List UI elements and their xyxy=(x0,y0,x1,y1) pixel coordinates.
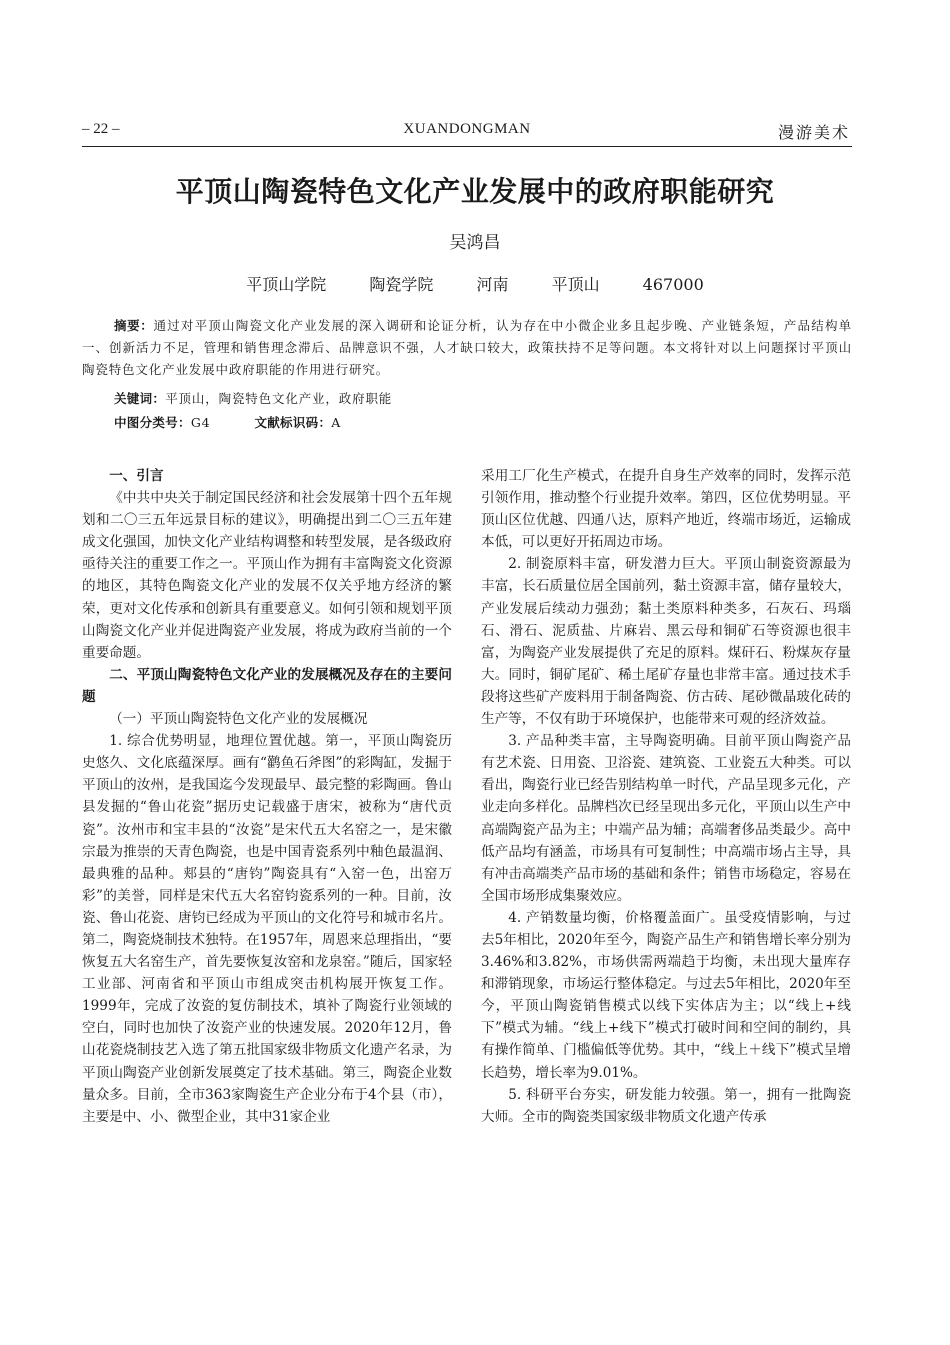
clc-label: 中图分类号： xyxy=(114,415,191,430)
affiliation-city: 平顶山 xyxy=(551,275,600,294)
affiliation-college: 陶瓷学院 xyxy=(369,275,434,294)
affiliation-postcode: 467000 xyxy=(642,275,704,294)
section-heading-overview: 二、平顶山陶瓷特色文化产业的发展概况及存在的主要问题 xyxy=(82,666,452,705)
page-number: – 22 – xyxy=(82,121,120,137)
abstract-label: 摘要： xyxy=(114,318,154,333)
affiliation-university: 平顶山学院 xyxy=(246,275,327,294)
paragraph: 3. 产品种类丰富，主导陶瓷明确。目前平顶山陶瓷产品有艺术瓷、日用瓷、卫浴瓷、建筑瓷、工业瓷五大种类。可以看出，陶瓷行业已经告别结构单一时代，产品呈现多元化，产业走向多样化。品牌档次已经呈现出多元化，平顶山以生产中高端陶瓷产品为主；中端产品为辅；高端奢侈品类最少。高中低产品均有涵盖，市场具有可复制性；中高端市场占主导，具有冲击高端类产品市场的基础和条件；销售市场稳定，容易在全国市场形成集聚效应。 xyxy=(481,733,851,904)
journal-name: XUANDONGMAN xyxy=(403,121,531,137)
paragraph: 1. 综合优势明显，地理位置优越。第一，平顶山陶瓷历史悠久、文化底蕴深厚。画有“鹳鱼石斧图”的彩陶缸，发掘于平顶山的汝州，是我国迄今发现最早、最完整的彩陶画。鲁山县发掘的“鲁山花瓷”据历史记载盛于唐宋，被称为“唐代贡瓷”。汝州市和宝丰县的“汝瓷”是宋代五大名窑之一，是宋徽宗最为推崇的天青色陶瓷，也是中国青瓷系列中釉色最温润、最典雅的品种。郏县的“唐钧”陶瓷具有“入窑一色，出窑万彩”的美誉，同样是宋代五大名窑钧瓷系列的一种。目前，汝瓷、鲁山花瓷、唐钧已经成为平顶山的文化符号和城市名片。第二，陶瓷烧制技术独特。在1957年，周恩来总理指出，“要恢复五大名窑生产，首先要恢复汝窑和龙泉窑。”随后，国家轻工业部、河南省和平顶山市组成突击机构展开恢复工作。1999年，完成了汝瓷的复仿制技术，填补了陶瓷行业领域的空白，同时也加快了汝瓷产业的快速发展。2020年12月，鲁山花瓷烧制技艺入选了第五批国家级非物质文化遗产名录，为平顶山陶瓷产业创新发展奠定了技术基础。第三，陶瓷企业数量众多。目前，全市363家陶瓷生产企业分布于4个县（市），主要是中、小、微型企业，其中31家企业 xyxy=(82,733,452,1125)
affiliation-province: 河南 xyxy=(476,275,509,294)
left-column xyxy=(82,465,452,1128)
right-column xyxy=(481,465,851,1128)
keywords-text: 平顶山，陶瓷特色文化产业，政府职能 xyxy=(165,391,393,406)
classification xyxy=(114,413,341,431)
subsection-heading: （一）平顶山陶瓷特色文化产业的发展概况 xyxy=(109,711,368,728)
affiliation xyxy=(0,272,950,295)
keywords-label: 关键词： xyxy=(114,391,166,406)
paragraph: 采用工厂化生产模式，在提升自身生产效率的同时，发挥示范引领作用，推动整个行业提升效率。第四，区位优势明显。平顶山区位优越、四通八达，原料产地近，终端市场近，运输成本低，可以更好开拓周边市场。 xyxy=(481,468,851,551)
section-heading-intro: 一、引言 xyxy=(109,468,164,484)
clc-value: G4 xyxy=(190,415,211,430)
paragraph: 4. 产销数量均衡，价格覆盖面广。虽受疫情影响，与过去5年相比，2020年至今，陶瓷产品生产和销售增长率分别为3.46%和3.82%，市场供需两端趋于均衡，未出现大量库存和滞销现象，市场运行整体稳定。与过去5年相比，2020年至今，平顶山陶瓷销售模式以线下实体店为主；以“线上+线下”模式为辅。“线上+线下”模式打破时间和空间的制约，具有操作简单、门槛偏低等优势。其中，“线上＋线下”模式呈增长趋势，增长率为9.01%。 xyxy=(481,909,851,1081)
paragraph: 5. 科研平台夯实，研发能力较强。第一，拥有一批陶瓷大师。全市的陶瓷类国家级非物质文化遗产传承 xyxy=(481,1086,851,1125)
paragraph: 《中共中央关于制定国民经济和社会发展第十四个五年规划和二〇三五年远景目标的建议》，明确提出到二〇三五年建成文化强国，加快文化产业结构调整和转型发展，是各级政府亟待关注的重要工作之一。平顶山作为拥有丰富陶瓷文化资源的地区，其特色陶瓷文化产业的发展不仅关乎地方经济的繁荣，更对文化传承和创新具有重要意义。如何引领和规划平顶山陶瓷文化产业并促进陶瓷产业发展，将成为政府当前的一个重要命题。 xyxy=(82,490,452,661)
keywords xyxy=(114,389,392,407)
doc-code-label: 文献标识码： xyxy=(254,415,332,430)
abstract xyxy=(82,315,852,381)
article-title: 平顶山陶瓷特色文化产业发展中的政府职能研究 xyxy=(175,175,775,208)
abstract-text: 通过对平顶山陶瓷文化产业发展的深入调研和论证分析，认为存在中小微企业多且起步晚、产业链条短，产品结构单一、创新活力不足，管理和销售理念滞后、品牌意识不强，人才缺口较大，政策扶持不足等问题。本文将针对以上问题探讨平顶山陶瓷特色文化产业发展中政府职能的作用进行研究。 xyxy=(82,318,852,377)
header-rule xyxy=(82,146,852,147)
section-name: 漫游美术 xyxy=(777,123,850,142)
author-name: 吴鸿昌 xyxy=(449,233,501,253)
running-header xyxy=(82,118,852,142)
paragraph: 2. 制瓷原料丰富，研发潜力巨大。平顶山制瓷资源最为丰富，长石质量位居全国前列，黏土资源丰富，储存量较大，产业发展后续动力强劲；黏土类原料种类多，石灰石、玛瑙石、滑石、泥质盐、片麻岩、黑云母和铜矿石等资源也很丰富，为陶瓷产业发展提供了充足的原料。煤矸石、粉煤灰存量大。同时，铜矿尾矿、稀土尾矿存量也非常丰富。通过技术手段将这些矿产废料用于制备陶瓷、仿古砖、尾砂微晶玻化砖的生产等，不仅有助于环境保护，也能带来可观的经济效益。 xyxy=(481,556,851,728)
doc-code-value: A xyxy=(331,415,342,430)
